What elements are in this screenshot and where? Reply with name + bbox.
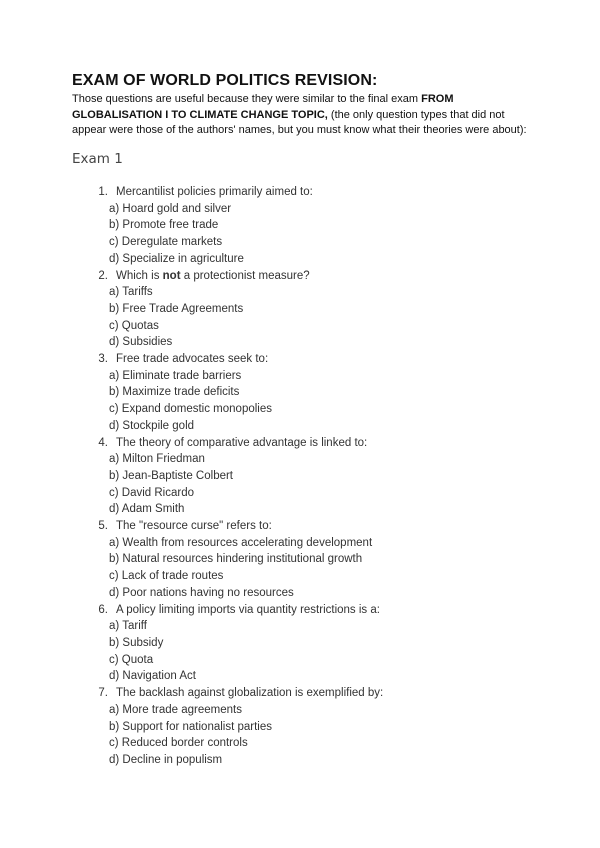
question-item [90, 435, 383, 519]
option: d) Stockpile gold [109, 419, 195, 432]
question-text: A policy limiting imports via quantity restrictions is a: [116, 603, 380, 616]
option: a) Tariff [109, 620, 147, 633]
exam-heading: Exam 1 [72, 151, 123, 167]
option: b) Support for nationalist parties [109, 720, 273, 733]
question-text: Mercantilist policies primarily aimed to: [116, 186, 313, 198]
option-list [90, 284, 383, 351]
intro-paragraph [72, 92, 532, 139]
option: a) Tariffs [109, 286, 153, 299]
option: a) Wealth from resources accelerating development [109, 536, 373, 549]
option: a) Eliminate trade barriers [109, 369, 242, 382]
option: a) Hoard gold and silver [109, 202, 232, 215]
question-item [90, 685, 383, 769]
question-text: The theory of comparative advantage is linked to: [116, 436, 368, 449]
option: d) Subsidies [109, 336, 173, 349]
option: d) Navigation Act [109, 670, 196, 683]
option: a) More trade agreements [109, 703, 242, 716]
question-item [90, 268, 383, 352]
option-list [90, 201, 383, 268]
question-text: The backlash against globalization is exemplified by: [116, 687, 384, 700]
option-list [90, 368, 383, 435]
question-text: Free trade advocates seek to: [116, 353, 269, 366]
question-item [90, 602, 383, 686]
question-text [116, 268, 310, 285]
option: d) Poor nations having no resources [109, 586, 294, 599]
option: b) Subsidy [109, 636, 164, 649]
option: c) Lack of trade routes [109, 570, 224, 583]
option: c) Expand domestic monopolies [109, 403, 272, 416]
option: b) Jean-Baptiste Colbert [109, 469, 234, 482]
intro-bold-text: FROM GLOBALISATION I TO CLIMATE CHANGE TOPIC, [72, 93, 454, 121]
option: c) Deregulate markets [109, 236, 223, 249]
question-number: 6. [98, 603, 108, 616]
option-list [90, 535, 383, 602]
question-number: 5. [98, 520, 108, 533]
option: a) Milton Friedman [109, 453, 205, 466]
question-number: 4. [98, 436, 108, 449]
question-number: 3. [98, 353, 108, 366]
question-number: 7. [98, 687, 108, 700]
question-item [90, 351, 383, 435]
option-list [90, 618, 383, 685]
option: b) Maximize trade deficits [109, 386, 240, 399]
question-item [90, 518, 383, 602]
option-list [90, 451, 383, 518]
option-list [90, 702, 383, 769]
option: d) Decline in populism [109, 753, 223, 766]
option: d) Specialize in agriculture [109, 252, 244, 265]
intro-text: Those questions are useful because they were similar to the final exam [72, 93, 422, 105]
question-number: 1. [98, 186, 108, 198]
option: b) Natural resources hindering institutional growth [109, 553, 363, 566]
question-list [90, 184, 383, 769]
option: c) Reduced border controls [109, 737, 248, 750]
question-text-part: a protectionist measure? [180, 269, 310, 282]
option: b) Free Trade Agreements [109, 302, 244, 315]
page-title: EXAM OF WORLD POLITICS REVISION: [72, 72, 378, 89]
intro-text-continued: (the only question types that did not appear were those of the authors' names, but you must know what their theories were about): [72, 108, 527, 136]
question-text: The "resource curse" refers to: [116, 520, 272, 533]
option: c) David Ricardo [109, 486, 194, 499]
option: c) Quotas [109, 319, 159, 332]
option: c) Quota [109, 653, 154, 666]
question-text-part: Which is [116, 269, 163, 282]
option: b) Promote free trade [109, 219, 219, 232]
option: d) Adam Smith [109, 503, 185, 516]
question-item [90, 184, 383, 268]
question-text-bold: not [162, 269, 181, 282]
question-number: 2. [98, 269, 108, 282]
